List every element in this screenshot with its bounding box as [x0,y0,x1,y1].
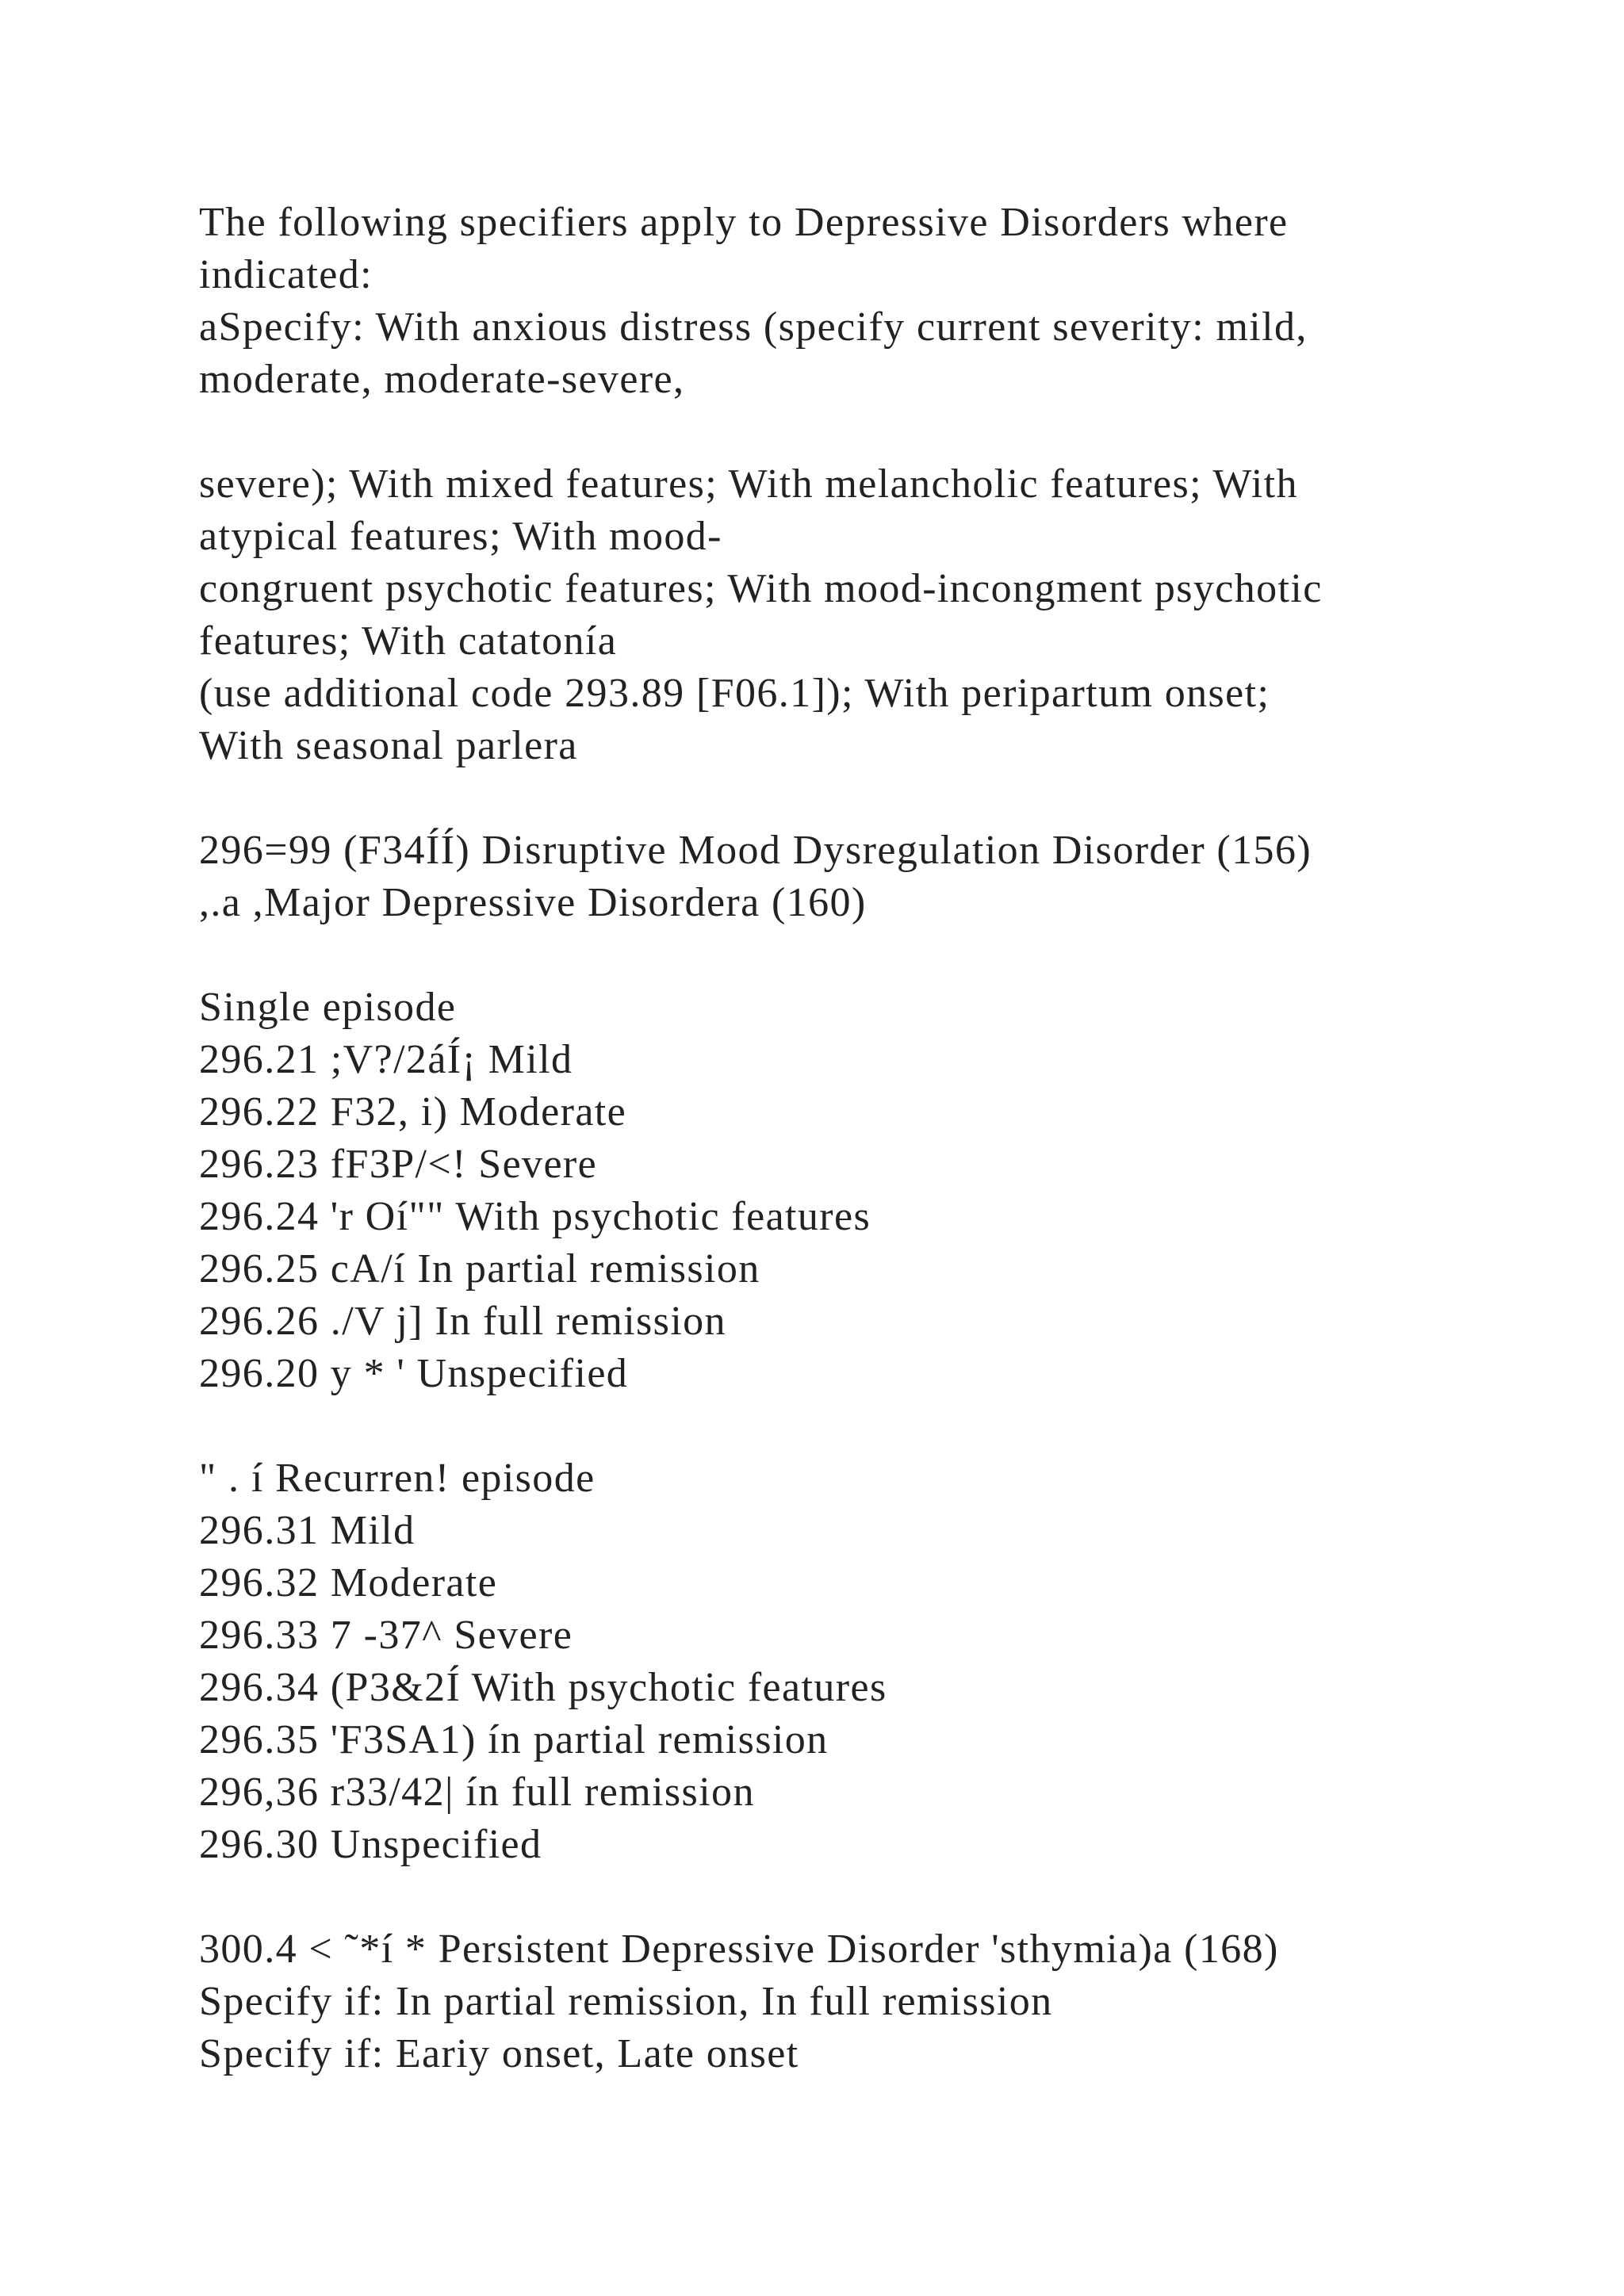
list-item: 296.24 'r Oí"" With psychotic features [199,1194,871,1239]
list-item: 296.33 7 -37^ Severe [199,1613,573,1658]
list-item: 296.23 fF3P/<! Severe [199,1142,598,1187]
single-episode-list [199,982,1468,1400]
disorder-headings [199,825,1468,929]
text-line: (use additional code 293.89 [F06.1]); With peripartum onset; [199,671,1270,716]
list-item: 296.21 ;V?/2áÍ¡ Mild [199,1037,573,1082]
document-page [199,197,1468,2133]
text-line: The following specifiers apply to Depressive Disorders where [199,200,1289,245]
list-item: 296.26 ./V j] In full remission [199,1299,726,1344]
text-line: congruent psychotic features; With mood-incongment psychotic [199,566,1323,611]
list-item: 296.25 cA/í In partial remission [199,1246,760,1292]
list-item: 296.35 'F3SA1) ín partial remission [199,1717,829,1762]
text-line: With seasonal parlera [199,723,578,768]
list-item: 296.20 y * ' Unspecified [199,1351,629,1396]
list-item: 296.32 Moderate [199,1560,498,1605]
text-line: Specify if: Eariy onset, Late onset [199,2031,799,2076]
list-item: 296.34 (P3&2Í With psychotic features [199,1665,887,1710]
text-line: indicated: [199,252,373,297]
text-line: severe); With mixed features; With melancholic features; With [199,461,1298,507]
list-item: 296,36 r33/42| ín full remission [199,1770,755,1815]
text-line: atypical features; With mood- [199,514,722,559]
list-item: 296.31 Mild [199,1508,416,1553]
list-item: 296.30 Unspecified [199,1822,542,1867]
text-line: 296=99 (F34ÍÍ) Disruptive Mood Dysregulation Disorder (156) [199,828,1312,873]
specifiers-list-paragraph [199,458,1468,772]
list-heading: " . í Recurren! episode [199,1456,596,1501]
persistent-depressive-disorder-section [199,1923,1468,2080]
list-heading: Single episode [199,985,457,1030]
list-item: 296.22 F32, i) Moderate [199,1089,627,1135]
text-line: moderate, moderate-severe, [199,357,685,402]
text-line: 300.4 < ˜*í * Persistent Depressive Disorder 'sthymia)a (168) [199,1927,1279,1972]
specifiers-intro-paragraph [199,197,1468,406]
text-line: Specify if: In partial remission, In full remission [199,1979,1053,2024]
text-line: features; With catatonía [199,618,618,664]
recurrent-episode-list [199,1452,1468,1871]
text-line: ,.a ,Major Depressive Disordera (160) [199,880,867,925]
text-line: aSpecify: With anxious distress (specify current severity: mild, [199,304,1308,350]
